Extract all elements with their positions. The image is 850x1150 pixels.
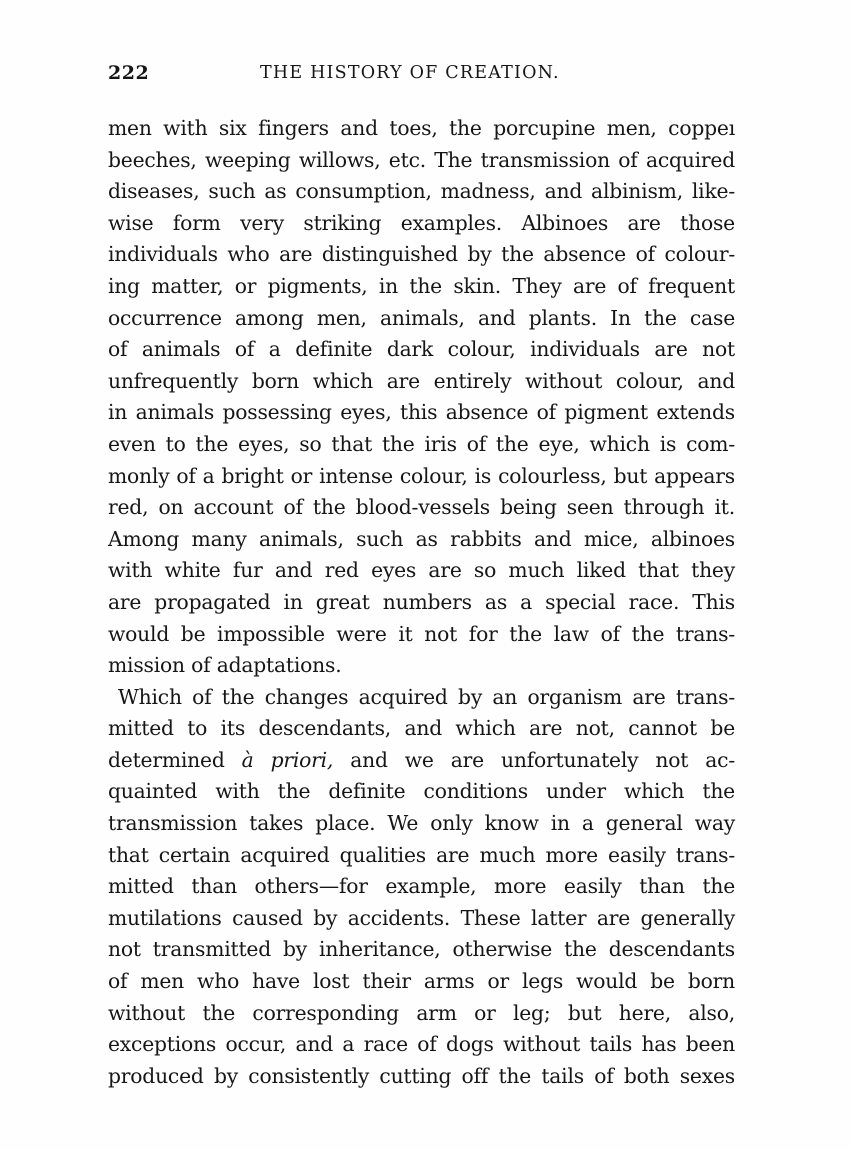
text-line: occurrence among men, animals, and plants. In the case <box>108 305 735 330</box>
text-line: mission of adaptations. <box>108 653 342 678</box>
body-text <box>108 113 735 1092</box>
text-line: exceptions occur, and a race of dogs without tails has been <box>108 1032 735 1057</box>
text-line: in animals possessing eyes, this absence of pigment extends <box>108 400 735 425</box>
text-line: mitted than others—for example, more easily than the <box>108 874 735 899</box>
text-line: diseases, such as consumption, madness, and albinism, like- <box>108 179 735 204</box>
text-line: even to the eyes, so that the iris of the eye, which is com- <box>108 431 735 456</box>
text-line: beeches, weeping willows, etc. The transmission of acquired <box>108 147 735 172</box>
text-line: Among many animals, such as rabbits and mice, albinoes <box>108 526 735 551</box>
text-line: of animals of a definite dark colour, individuals are not <box>108 337 735 362</box>
text-segment: and we are unfortunately not ac- <box>333 747 735 772</box>
text-line: with white fur and red eyes are so much liked that they <box>108 558 735 583</box>
text-line: mitted to its descendants, and which are not, cannot be <box>108 716 735 741</box>
text-segment: determined <box>108 747 242 772</box>
running-title: THE HISTORY OF CREATION. <box>260 63 560 83</box>
italic-phrase: à priori, <box>241 747 334 772</box>
text-line: produced by consistently cutting off the tails of both sexes <box>108 1063 735 1088</box>
text-line: wise form very striking examples. Albinoes are those <box>108 210 735 235</box>
text-line: of men who have lost their arms or legs would be born <box>108 969 735 994</box>
text-line-with-italic <box>108 745 735 777</box>
text-line: that certain acquired qualities are much more easily trans- <box>108 842 735 867</box>
page-number: 222 <box>108 62 150 84</box>
text-line: mutilations caused by accidents. These latter are generally <box>108 905 735 930</box>
text-line: Which of the changes acquired by an organism are trans- <box>118 684 735 709</box>
text-line: quainted with the definite conditions under which the <box>108 779 735 804</box>
text-line: not transmitted by inheritance, otherwise the descendants <box>108 937 735 962</box>
text-line: individuals who are distinguished by the absence of colour- <box>108 242 735 267</box>
paragraph-2 <box>108 682 735 1093</box>
text-line: transmission takes place. We only know in a general way <box>108 811 735 836</box>
text-line: ing matter, or pigments, in the skin. They are of frequent <box>108 273 735 298</box>
text-line: red, on account of the blood-vessels being seen through it. <box>108 495 735 520</box>
running-head <box>108 62 735 92</box>
text-line: are propagated in great numbers as a special race. This <box>108 589 735 614</box>
text-line: without the corresponding arm or leg; but here, also, <box>108 1000 735 1025</box>
text-line: unfrequently born which are entirely without colour, and <box>108 368 735 393</box>
text-line: would be impossible were it not for the law of the trans- <box>108 621 735 646</box>
text-line: men with six fingers and toes, the porcupine men, coppeı <box>108 116 735 140</box>
text-line: monly of a bright or intense colour, is colourless, but appears <box>108 463 735 488</box>
paragraph-1 <box>108 113 735 682</box>
